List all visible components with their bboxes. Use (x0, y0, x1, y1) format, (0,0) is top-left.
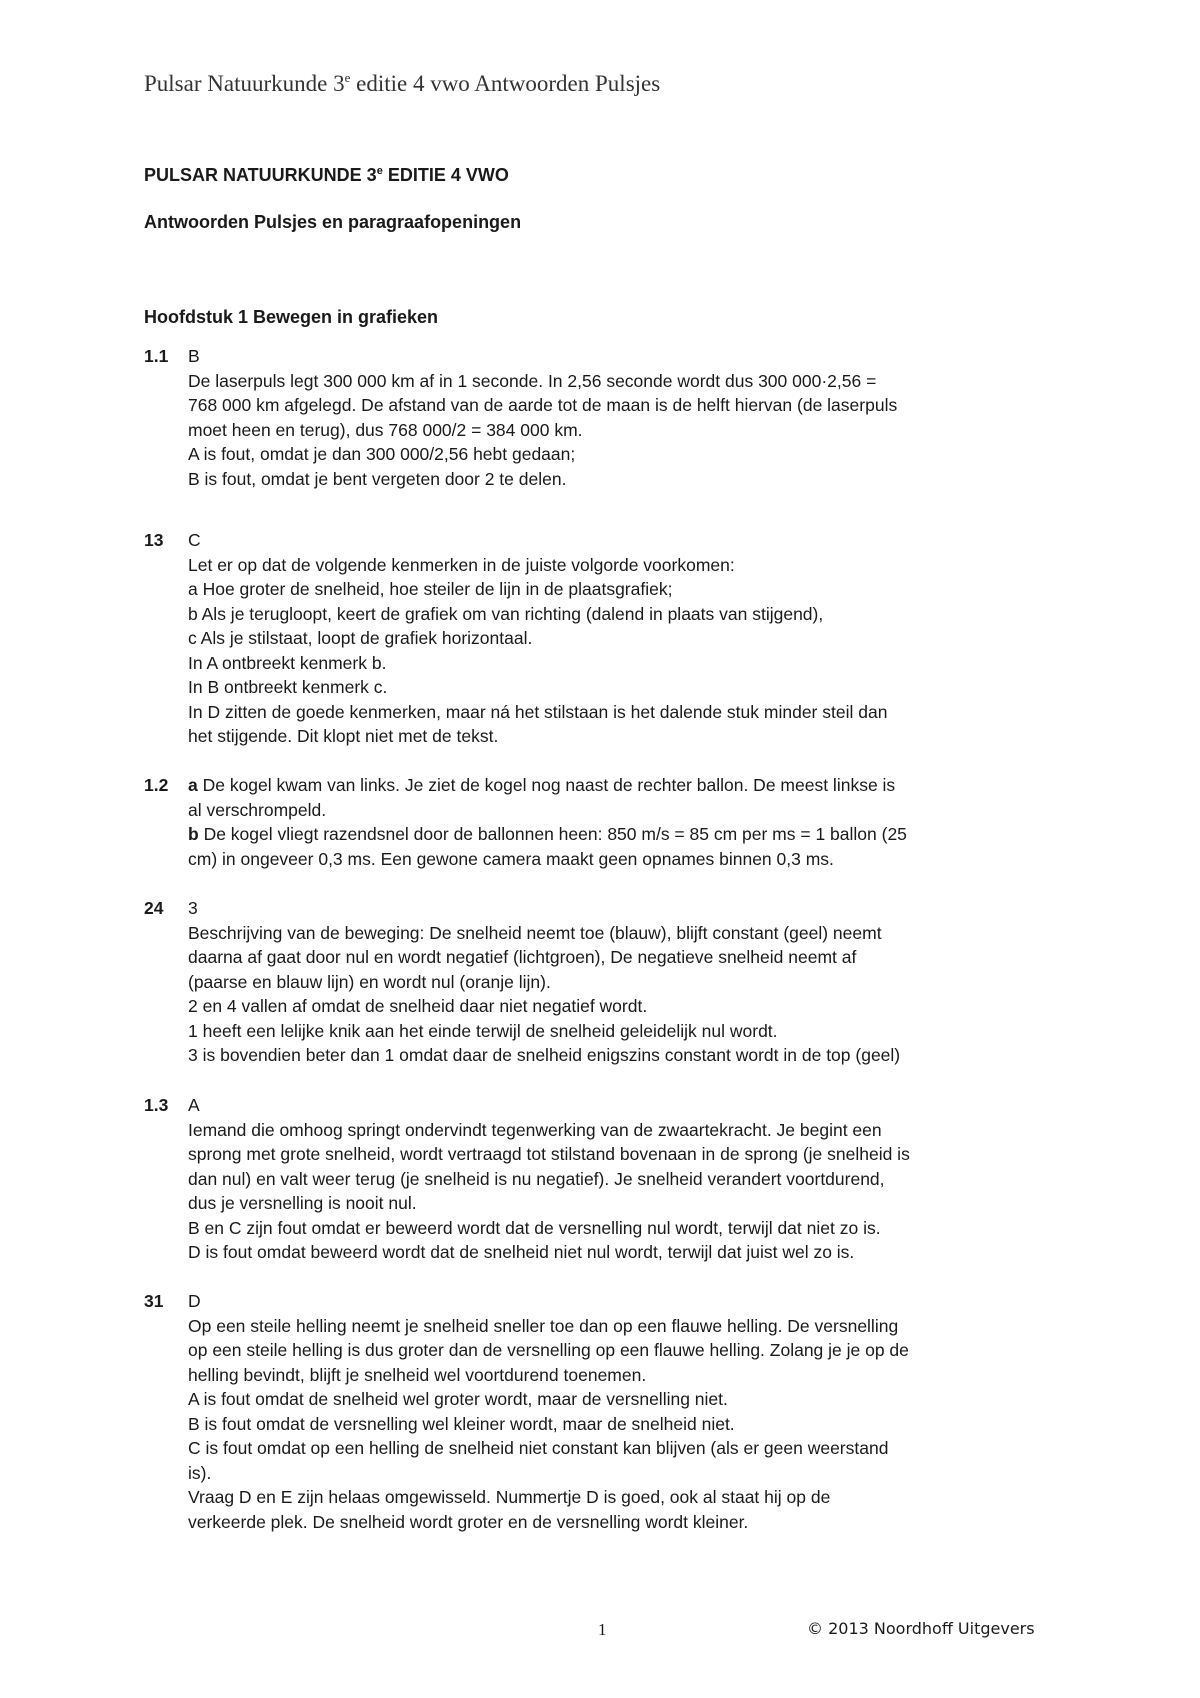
page-number: 1 (598, 1620, 607, 1639)
answer-line: 768 000 km afgelegd. De afstand van de aarde tot de maan is de helft hiervan (de laserpuls (188, 395, 898, 415)
running-header-text-end: editie 4 vwo Antwoorden Pulsjes (350, 71, 661, 96)
answer-number: 1.3 (144, 1095, 169, 1115)
answer-block-31 (144, 1289, 1074, 1534)
answer-body (188, 1093, 1074, 1265)
answer-line: B en C zijn fout omdat er beweerd wordt dat de versnelling nul wordt, terwijl dat niet zo is. (188, 1217, 881, 1238)
answer-line: sprong met grote snelheid, wordt vertraagd tot stilstand bovenaan in de sprong (je snelheid is (188, 1144, 910, 1164)
running-header-text: Pulsar Natuurkunde 3 (144, 71, 345, 96)
part-label-a: a (188, 775, 198, 795)
answer-line: Iemand die omhoog springt ondervindt tegenwerking van de zwaartekracht. Je begint een (188, 1119, 882, 1140)
answer-line (188, 822, 1074, 847)
answer-line: 2 en 4 vallen af omdat de snelheid daar niet negatief wordt. (188, 996, 648, 1016)
answer-line: D is fout omdat beweerd wordt dat de snelheid niet nul wordt, terwijl dat juist wel zo is. (188, 1242, 855, 1262)
answer-line: D (188, 1291, 201, 1311)
answer-line: verkeerde plek. De snelheid wordt groter en de versnelling wordt kleiner. (188, 1511, 749, 1532)
answer-body (188, 773, 1074, 871)
answer-line: Let er op dat de volgende kenmerken in de juiste volgorde voorkomen: (188, 554, 735, 575)
document-subtitle: Antwoorden Pulsjes en paragraafopeningen (144, 212, 522, 232)
answer-line: al verschrompeld. (188, 799, 327, 820)
part-a-text: De kogel kwam van links. Je ziet de kogel nog naast de rechter ballon. De meest linkse is (197, 775, 896, 795)
answer-body (188, 528, 1074, 749)
answer-line: B (188, 346, 200, 366)
chapter-heading: Hoofdstuk 1 Bewegen in grafieken (144, 307, 439, 327)
answer-body (188, 896, 1074, 1068)
answer-line: C is fout omdat op een helling de snelheid niet constant kan blijven (als er geen weerstand (188, 1438, 889, 1458)
answer-line: dan nul) en valt weer terug (je snelheid is nu negatief). Je snelheid verandert voortdurend, (188, 1168, 885, 1189)
answer-line: b Als je terugloopt, keert de grafiek om van richting (dalend in plaats van stijgend), (188, 603, 824, 624)
answer-line: op een steile helling is dus groter dan de versnelling op een flauwe helling. Zolang je je op de (188, 1340, 909, 1360)
answer-line: In B ontbreekt kenmerk c. (188, 677, 388, 697)
part-label-b: b (188, 824, 199, 844)
answer-body (188, 344, 1074, 491)
answer-line: Vraag D en E zijn helaas omgewisseld. Nummertje D is goed, ook al staat hij op de (188, 1487, 831, 1507)
answer-line: A is fout omdat de snelheid wel groter wordt, maar de versnelling niet. (188, 1389, 728, 1409)
answer-number: 1.1 (144, 346, 169, 366)
answer-line: daarna af gaat door nul en wordt negatief (lichtgroen), De negatieve snelheid neemt af (188, 947, 857, 967)
answer-line: het stijgende. Dit klopt niet met de tekst. (188, 726, 499, 746)
answer-block-24 (144, 896, 1074, 1068)
running-header-superscript: e (344, 70, 351, 85)
answer-line: cm) in ongeveer 0,3 ms. Een gewone camera maakt geen opnames binnen 0,3 ms. (188, 848, 834, 869)
answer-line: In D zitten de goede kenmerken, maar ná het stilstaan is het dalende stuk minder steil dan (188, 701, 888, 722)
answer-line: moet heen en terug), dus 768 000/2 = 384 000 km. (188, 419, 583, 440)
answer-line: A is fout, omdat je dan 300 000/2,56 hebt gedaan; (188, 444, 576, 464)
answer-number: 13 (144, 530, 164, 550)
answer-line: Op een steile helling neemt je snelheid sneller toe dan op een flauwe helling. De versnelling (188, 1315, 899, 1336)
document-title-text: PULSAR NATUURKUNDE 3 (144, 165, 377, 185)
answer-line: In A ontbreekt kenmerk b. (188, 652, 387, 673)
answer-number: 31 (144, 1291, 164, 1311)
part-b-text: De kogel vliegt razendsnel door de ballonnen heen: 850 m/s = 85 cm per ms = 1 ballon (25 (198, 824, 907, 844)
answer-block-13 (144, 528, 1074, 749)
answer-number: 1.2 (144, 775, 169, 795)
running-header (144, 70, 660, 97)
answer-line: helling bevindt, blijft je snelheid wel voortdurend toenemen. (188, 1364, 647, 1385)
answer-line: 3 (188, 898, 198, 918)
answer-line: De laserpuls legt 300 000 km af in 1 seconde. In 2,56 seconde wordt dus 300 000·2,56 = (188, 370, 877, 391)
answer-line: 3 is bovendien beter dan 1 omdat daar de snelheid enigszins constant wordt in de top (geel) (188, 1045, 901, 1065)
answer-line: dus je versnelling is nooit nul. (188, 1193, 417, 1213)
answer-line: B is fout omdat de versnelling wel kleiner wordt, maar de snelheid niet. (188, 1413, 735, 1434)
answer-line: B is fout, omdat je bent vergeten door 2 te delen. (188, 468, 567, 489)
document-title (144, 165, 509, 186)
answer-line (188, 773, 1074, 798)
answer-line: is). (188, 1462, 212, 1483)
answer-line: A (188, 1095, 200, 1115)
answer-block-1-1 (144, 344, 1074, 491)
document-title-superscript: e (376, 165, 383, 177)
answer-number: 24 (144, 898, 164, 918)
document-title-text-end: EDITIE 4 VWO (382, 165, 509, 185)
answer-line: C (188, 530, 201, 550)
answer-line: c Als je stilstaat, loopt de grafiek horizontaal. (188, 628, 533, 648)
copyright-notice: © 2013 Noordhoff Uitgevers (807, 1619, 1035, 1638)
answer-line: (paarse en blauw lijn) en wordt nul (oranje lijn). (188, 971, 551, 992)
answer-body (188, 1289, 1074, 1534)
answer-line: 1 heeft een lelijke knik aan het einde terwijl de snelheid geleidelijk nul wordt. (188, 1020, 778, 1041)
answer-block-1-2 (144, 773, 1074, 871)
answer-line: Beschrijving van de beweging: De snelheid neemt toe (blauw), blijft constant (geel) neemt (188, 922, 882, 943)
answer-line: a Hoe groter de snelheid, hoe steiler de lijn in de plaatsgrafiek; (188, 579, 673, 599)
answer-block-1-3 (144, 1093, 1074, 1265)
